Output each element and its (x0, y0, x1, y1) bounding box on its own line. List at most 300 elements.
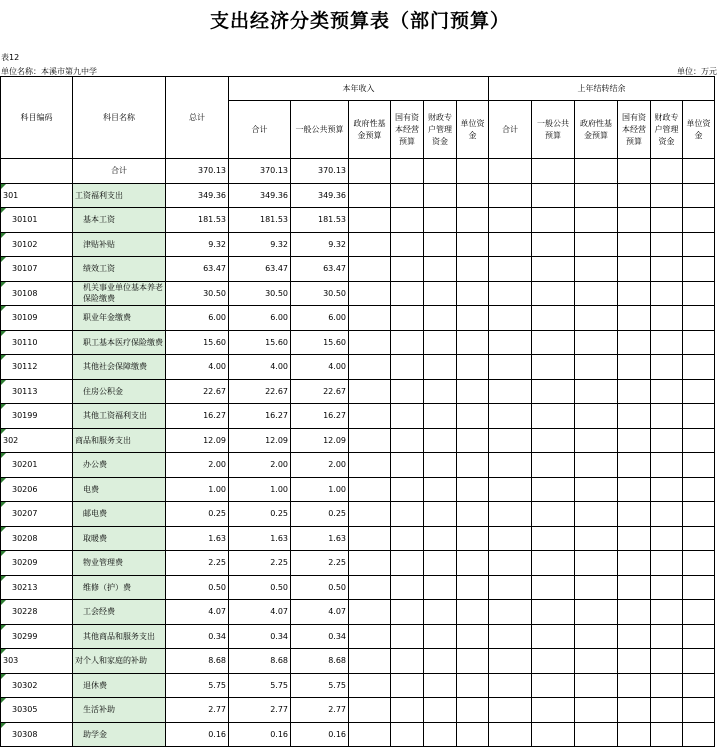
cell-empty (532, 330, 575, 355)
cell-empty (424, 379, 457, 404)
header-sub: 单位资金 (683, 101, 715, 159)
cell-empty (618, 232, 651, 257)
cell-sum: 370.13 (229, 159, 291, 184)
cell-empty (457, 502, 489, 527)
cell-empty (391, 330, 424, 355)
code-text: 30112 (12, 362, 38, 372)
cell-empty (457, 306, 489, 331)
cell-empty (651, 257, 683, 282)
cell-empty (683, 159, 715, 184)
cell-empty (424, 257, 457, 282)
code-text: 30308 (12, 729, 38, 739)
cell-empty (349, 453, 391, 478)
cell-marker-icon (1, 527, 6, 532)
cell-sum: 4.07 (229, 600, 291, 625)
cell-sum: 6.00 (229, 306, 291, 331)
cell-empty (391, 281, 424, 306)
unit-name: 单位名称：本溪市第九中学 (1, 67, 97, 76)
cell-code (1, 698, 73, 723)
cell-empty (618, 208, 651, 233)
cell-empty (349, 379, 391, 404)
cell-empty (683, 183, 715, 208)
unit-label: 单位：万元 (677, 67, 717, 76)
cell-empty (683, 600, 715, 625)
cell-empty (457, 404, 489, 429)
cell-general: 9.32 (291, 232, 349, 257)
cell-marker-icon (1, 453, 6, 458)
cell-name: 取暖费 (73, 526, 166, 551)
cell-name: 职业年金缴费 (73, 306, 166, 331)
cell-code (1, 306, 73, 331)
cell-empty (489, 281, 532, 306)
cell-name: 基本工资 (73, 208, 166, 233)
header-name: 科目名称 (73, 77, 166, 159)
cell-code (1, 673, 73, 698)
cell-empty (532, 673, 575, 698)
cell-total: 8.68 (166, 649, 229, 674)
cell-empty (349, 355, 391, 380)
cell-empty (651, 477, 683, 502)
cell-code (1, 477, 73, 502)
header-current-year: 本年收入 (229, 77, 489, 101)
cell-sum: 4.00 (229, 355, 291, 380)
cell-empty (391, 698, 424, 723)
cell-empty (489, 257, 532, 282)
cell-sum: 9.32 (229, 232, 291, 257)
cell-sum: 2.00 (229, 453, 291, 478)
cell-empty (651, 551, 683, 576)
cell-general: 2.77 (291, 698, 349, 723)
table-row (1, 355, 715, 380)
cell-empty (424, 159, 457, 184)
cell-general: 22.67 (291, 379, 349, 404)
cell-empty (349, 477, 391, 502)
cell-empty (532, 208, 575, 233)
cell-empty (424, 649, 457, 674)
cell-empty (391, 624, 424, 649)
cell-code (1, 232, 73, 257)
cell-sum: 0.50 (229, 575, 291, 600)
cell-empty (618, 281, 651, 306)
cell-empty (489, 306, 532, 331)
cell-empty (349, 306, 391, 331)
cell-empty (489, 355, 532, 380)
cell-empty (424, 673, 457, 698)
code-text: 30201 (12, 460, 38, 470)
cell-empty (489, 159, 532, 184)
cell-empty (618, 502, 651, 527)
cell-empty (391, 159, 424, 184)
table-row (1, 281, 715, 306)
page-title: 支出经济分类预算表（部门预算） (209, 10, 510, 32)
cell-empty (651, 330, 683, 355)
cell-code (1, 281, 73, 306)
cell-empty (618, 624, 651, 649)
cell-marker-icon (1, 649, 6, 654)
cell-total: 16.27 (166, 404, 229, 429)
cell-general: 5.75 (291, 673, 349, 698)
cell-empty (618, 379, 651, 404)
cell-empty (532, 404, 575, 429)
table-row (1, 232, 715, 257)
header-sub: 合计 (489, 101, 532, 159)
cell-general: 8.68 (291, 649, 349, 674)
cell-sum: 5.75 (229, 673, 291, 698)
header-sub: 政府性基金预算 (575, 101, 618, 159)
header-sub: 国有资本经营预算 (391, 101, 424, 159)
cell-code (1, 183, 73, 208)
cell-name: 退休费 (73, 673, 166, 698)
cell-empty (349, 208, 391, 233)
cell-empty (391, 257, 424, 282)
cell-code (1, 257, 73, 282)
cell-empty (575, 306, 618, 331)
cell-sum: 63.47 (229, 257, 291, 282)
cell-empty (391, 575, 424, 600)
cell-marker-icon (1, 282, 6, 287)
cell-sum: 16.27 (229, 404, 291, 429)
cell-general: 4.00 (291, 355, 349, 380)
cell-name: 对个人和家庭的补助 (73, 649, 166, 674)
cell-empty (651, 183, 683, 208)
code-text: 30209 (12, 558, 38, 568)
cell-empty (391, 502, 424, 527)
cell-empty (349, 526, 391, 551)
cell-name: 办公费 (73, 453, 166, 478)
table-row (1, 673, 715, 698)
cell-sum: 0.16 (229, 722, 291, 747)
cell-marker-icon (1, 257, 6, 262)
cell-total: 0.25 (166, 502, 229, 527)
cell-empty (651, 526, 683, 551)
cell-empty (424, 330, 457, 355)
cell-code (1, 600, 73, 625)
cell-empty (575, 600, 618, 625)
code-text: 30101 (12, 215, 38, 225)
cell-general: 16.27 (291, 404, 349, 429)
cell-empty (424, 404, 457, 429)
cell-empty (618, 575, 651, 600)
cell-marker-icon (1, 429, 6, 434)
cell-empty (349, 232, 391, 257)
header-code: 科目编码 (1, 77, 73, 159)
cell-empty (457, 428, 489, 453)
cell-code (1, 355, 73, 380)
table-row (1, 477, 715, 502)
cell-empty (532, 453, 575, 478)
cell-total: 12.09 (166, 428, 229, 453)
table-row (1, 208, 715, 233)
cell-empty (489, 526, 532, 551)
header-sub: 合计 (229, 101, 291, 159)
cell-empty (651, 453, 683, 478)
cell-name: 机关事业单位基本养老保险缴费 (73, 281, 166, 306)
cell-name: 其他工资福利支出 (73, 404, 166, 429)
cell-total: 6.00 (166, 306, 229, 331)
cell-name: 生活补助 (73, 698, 166, 723)
cell-sum: 349.36 (229, 183, 291, 208)
table-row (1, 502, 715, 527)
cell-name: 绩效工资 (73, 257, 166, 282)
cell-empty (489, 183, 532, 208)
cell-empty (683, 649, 715, 674)
cell-name: 邮电费 (73, 502, 166, 527)
cell-empty (349, 673, 391, 698)
code-text: 30213 (12, 582, 38, 592)
cell-code (1, 404, 73, 429)
cell-empty (532, 281, 575, 306)
cell-marker-icon (1, 625, 6, 630)
cell-marker-icon (1, 331, 6, 336)
table-row (1, 159, 715, 184)
cell-total: 63.47 (166, 257, 229, 282)
cell-marker-icon (1, 233, 6, 238)
cell-empty (391, 355, 424, 380)
cell-empty (618, 526, 651, 551)
cell-code (1, 379, 73, 404)
cell-total: 4.00 (166, 355, 229, 380)
cell-empty (489, 575, 532, 600)
cell-empty (349, 257, 391, 282)
table-row (1, 600, 715, 625)
cell-empty (575, 232, 618, 257)
cell-general: 6.00 (291, 306, 349, 331)
code-text: 30199 (12, 411, 38, 421)
cell-marker-icon (1, 600, 6, 605)
table-number: 表12 (1, 53, 20, 62)
cell-name: 工会经费 (73, 600, 166, 625)
cell-total: 2.00 (166, 453, 229, 478)
cell-code (1, 453, 73, 478)
table-row (1, 698, 715, 723)
cell-empty (349, 575, 391, 600)
cell-empty (618, 600, 651, 625)
code-text: 30109 (12, 313, 38, 323)
code-text: 30102 (12, 239, 38, 249)
cell-empty (683, 306, 715, 331)
cell-empty (424, 355, 457, 380)
header-sub: 财政专户管理资金 (651, 101, 683, 159)
cell-empty (349, 600, 391, 625)
cell-empty (532, 600, 575, 625)
cell-empty (532, 502, 575, 527)
cell-general: 30.50 (291, 281, 349, 306)
cell-empty (424, 208, 457, 233)
cell-empty (618, 673, 651, 698)
cell-empty (424, 551, 457, 576)
cell-empty (424, 183, 457, 208)
cell-sum: 2.77 (229, 698, 291, 723)
cell-sum: 1.63 (229, 526, 291, 551)
table-row (1, 526, 715, 551)
cell-empty (683, 379, 715, 404)
cell-code (1, 526, 73, 551)
cell-total: 22.67 (166, 379, 229, 404)
cell-empty (457, 477, 489, 502)
cell-total: 2.77 (166, 698, 229, 723)
cell-total: 5.75 (166, 673, 229, 698)
cell-empty (349, 624, 391, 649)
cell-empty (391, 477, 424, 502)
cell-empty (391, 379, 424, 404)
header-prior-year: 上年结转结余 (489, 77, 715, 101)
cell-empty (683, 477, 715, 502)
cell-total: 30.50 (166, 281, 229, 306)
cell-empty (391, 306, 424, 331)
cell-empty (618, 257, 651, 282)
table-row (1, 453, 715, 478)
code-text: 30302 (12, 680, 38, 690)
header-sub: 政府性基金预算 (349, 101, 391, 159)
cell-general: 1.00 (291, 477, 349, 502)
cell-total: 0.50 (166, 575, 229, 600)
cell-code (1, 649, 73, 674)
header-total: 总计 (166, 77, 229, 159)
cell-empty (618, 698, 651, 723)
cell-sum: 2.25 (229, 551, 291, 576)
cell-name: 助学金 (73, 722, 166, 747)
cell-empty (457, 208, 489, 233)
cell-empty (575, 477, 618, 502)
cell-total: 181.53 (166, 208, 229, 233)
cell-empty (424, 624, 457, 649)
cell-empty (575, 379, 618, 404)
cell-empty (424, 575, 457, 600)
cell-total: 1.63 (166, 526, 229, 551)
cell-empty (489, 600, 532, 625)
cell-empty (391, 208, 424, 233)
cell-empty (651, 649, 683, 674)
cell-name: 职工基本医疗保险缴费 (73, 330, 166, 355)
cell-empty (683, 551, 715, 576)
cell-marker-icon (1, 698, 6, 703)
cell-empty (618, 428, 651, 453)
code-text: 302 (3, 435, 19, 445)
cell-empty (618, 404, 651, 429)
cell-empty (457, 330, 489, 355)
cell-empty (683, 624, 715, 649)
header-sub: 单位资金 (457, 101, 489, 159)
cell-empty (683, 257, 715, 282)
cell-name: 物业管理费 (73, 551, 166, 576)
cell-empty (532, 232, 575, 257)
cell-empty (391, 404, 424, 429)
cell-general: 349.36 (291, 183, 349, 208)
code-text: 30305 (12, 705, 38, 715)
cell-name: 津贴补贴 (73, 232, 166, 257)
code-text: 30107 (12, 264, 38, 274)
cell-empty (457, 649, 489, 674)
cell-empty (424, 477, 457, 502)
cell-name: 住房公积金 (73, 379, 166, 404)
cell-sum: 15.60 (229, 330, 291, 355)
cell-name: 合计 (73, 159, 166, 184)
cell-name: 电费 (73, 477, 166, 502)
cell-empty (618, 649, 651, 674)
cell-empty (532, 257, 575, 282)
cell-code (1, 159, 73, 184)
cell-empty (457, 673, 489, 698)
cell-empty (618, 306, 651, 331)
cell-empty (489, 649, 532, 674)
cell-empty (683, 208, 715, 233)
cell-empty (575, 281, 618, 306)
table-row (1, 379, 715, 404)
cell-empty (489, 502, 532, 527)
cell-empty (532, 698, 575, 723)
table-row (1, 330, 715, 355)
cell-code (1, 575, 73, 600)
cell-empty (532, 379, 575, 404)
cell-empty (391, 673, 424, 698)
cell-empty (349, 159, 391, 184)
cell-empty (457, 257, 489, 282)
cell-empty (489, 404, 532, 429)
cell-empty (457, 624, 489, 649)
cell-empty (532, 355, 575, 380)
code-text: 30299 (12, 631, 38, 641)
header-sub: 财政专户管理资金 (424, 101, 457, 159)
cell-sum: 30.50 (229, 281, 291, 306)
cell-empty (651, 624, 683, 649)
cell-marker-icon (1, 208, 6, 213)
table-row (1, 183, 715, 208)
cell-empty (489, 208, 532, 233)
cell-marker-icon (1, 576, 6, 581)
cell-code (1, 428, 73, 453)
code-text: 30206 (12, 484, 38, 494)
cell-empty (532, 306, 575, 331)
table-row (1, 257, 715, 282)
cell-name: 其他社会保障缴费 (73, 355, 166, 380)
cell-empty (618, 477, 651, 502)
cell-empty (424, 502, 457, 527)
cell-empty (457, 698, 489, 723)
cell-general: 0.34 (291, 624, 349, 649)
cell-total: 15.60 (166, 330, 229, 355)
cell-empty (575, 355, 618, 380)
cell-empty (532, 624, 575, 649)
cell-empty (489, 624, 532, 649)
cell-name: 维修（护）费 (73, 575, 166, 600)
cell-empty (651, 575, 683, 600)
cell-code (1, 208, 73, 233)
cell-empty (651, 306, 683, 331)
cell-empty (683, 281, 715, 306)
cell-empty (457, 355, 489, 380)
cell-empty (683, 526, 715, 551)
cell-code (1, 502, 73, 527)
cell-empty (575, 673, 618, 698)
cell-empty (651, 600, 683, 625)
cell-general: 12.09 (291, 428, 349, 453)
cell-empty (424, 526, 457, 551)
cell-total: 370.13 (166, 159, 229, 184)
cell-empty (575, 502, 618, 527)
cell-empty (532, 575, 575, 600)
cell-empty (575, 649, 618, 674)
cell-total: 0.16 (166, 722, 229, 747)
cell-empty (651, 281, 683, 306)
cell-empty (532, 526, 575, 551)
code-text: 303 (3, 656, 19, 666)
cell-empty (424, 232, 457, 257)
cell-marker-icon (1, 380, 6, 385)
cell-code (1, 330, 73, 355)
cell-empty (618, 183, 651, 208)
header-sub: 国有资本经营预算 (618, 101, 651, 159)
header-sub: 一般公共预算 (291, 101, 349, 159)
